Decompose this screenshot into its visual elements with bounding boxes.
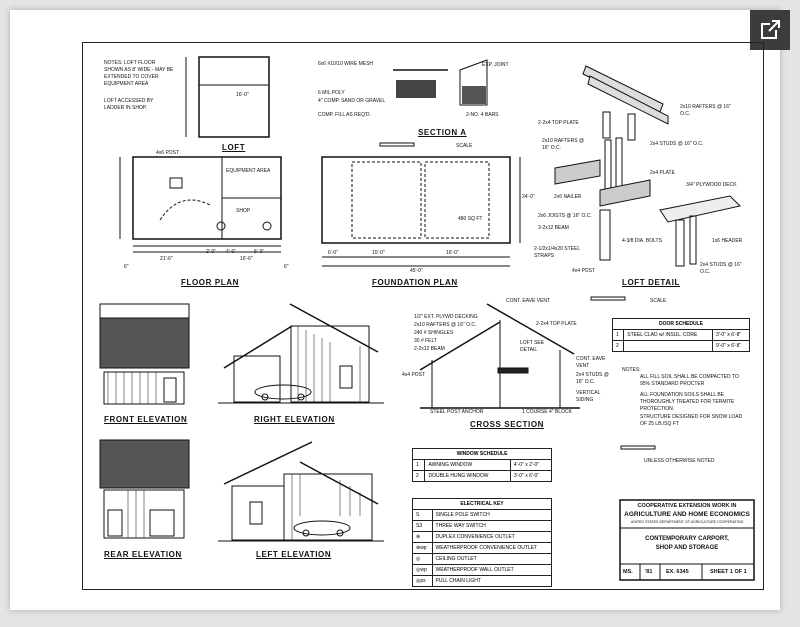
detail-label-post: 4x4 POST xyxy=(572,268,596,274)
floor-dim-6: 6" xyxy=(124,264,129,270)
electrical-label: WEATHERPROOF CONVENIENCE OUTLET xyxy=(432,543,551,554)
floor-dim-1: 21'-6" xyxy=(160,256,173,262)
window-schedule xyxy=(412,448,552,482)
table-row xyxy=(413,510,552,521)
foundation-dim-2: 16'-0" xyxy=(446,250,459,256)
table-row xyxy=(413,554,552,565)
shop-label: SHOP xyxy=(236,208,251,214)
cs-label-block: 1 COURSE 4" BLOCK xyxy=(522,409,572,415)
foundation-overall-dim: 45'-0" xyxy=(410,268,423,274)
section-label-bars: 2-NO. 4 BARS xyxy=(466,112,499,118)
cs-label-rafters: 2x10 RAFTERS @ 16" O.C. xyxy=(414,322,477,328)
post-label: 4x6 POST xyxy=(156,150,180,156)
electrical-symbol: ◎ xyxy=(413,554,433,565)
loft-title: LOFT xyxy=(222,143,246,152)
cross-section-title: CROSS SECTION xyxy=(470,420,545,429)
title-block-line3: UNITED STATES DEPARTMENT OF AGRICULTURE COOPERATING xyxy=(630,520,744,524)
cs-label-decking: 1/2" EXT. PLYWD DECKING xyxy=(414,314,478,320)
electrical-label: PULL CHAIN LIGHT xyxy=(432,576,551,587)
table-row xyxy=(613,330,750,341)
table-row xyxy=(413,521,552,532)
detail-label-studs-2: 2x4 STUDS @ 16" O.C. xyxy=(700,262,742,275)
section-label-sand: 4" COMP. SAND OR GRAVEL xyxy=(318,98,386,104)
detail-label-bolts: 4-3/8 DIA. BOLTS xyxy=(622,238,662,244)
general-note-1: ALL FILL SOIL SHALL BE COMPACTED TO 95% STANDARD PROCTER xyxy=(640,374,739,387)
scale-label-2: SCALE xyxy=(650,298,667,304)
cs-label-studs: 2x4 STUDS @ 16" O.C. xyxy=(576,372,609,385)
cs-label-eave-vent: CONT. EAVE VENT xyxy=(506,298,551,304)
detail-label-studs: 2x4 STUDS @ 16" O.C. xyxy=(650,141,704,147)
window-cell: AWNING WINDOW xyxy=(425,460,510,471)
electrical-symbol: S3 xyxy=(413,521,433,532)
electrical-key xyxy=(412,498,552,587)
door-cell: STEEL CLAD w/ INSUL. CORE xyxy=(624,330,713,341)
floor-dim-5: 5'-3" xyxy=(254,249,264,255)
detail-label-nailer: 2x6 NAILER xyxy=(554,194,582,200)
door-cell: 2 xyxy=(613,341,624,352)
floor-dim-4: 4'-6" xyxy=(226,249,236,255)
table-row xyxy=(413,532,552,543)
window-schedule-title: WINDOW SCHEDULE xyxy=(413,449,552,460)
general-note-2: ALL FOUNDATION SOILS SHALL BE THOROUGHLY TREATED FOR TERMITE PROTECTION. xyxy=(640,392,735,412)
electrical-key-title: ELECTRICAL KEY xyxy=(413,499,552,510)
right-elevation-title: RIGHT ELEVATION xyxy=(254,415,335,424)
door-schedule xyxy=(612,318,750,352)
detail-label-rafters: 2x10 RAFTERS @ 16" O.C. xyxy=(680,104,731,117)
floor-plan-title: FLOOR PLAN xyxy=(181,278,239,287)
loft-dimension: 16'-0" xyxy=(236,92,249,98)
section-a-title: SECTION A xyxy=(418,128,467,137)
title-block-sheet: SHEET 1 OF 1 xyxy=(710,569,747,575)
door-cell: 3'-0" x 6'-8" xyxy=(712,330,749,341)
electrical-label: THREE WAY SWITCH xyxy=(432,521,551,532)
title-block-line2: AGRICULTURE AND HOME ECONOMICS xyxy=(624,511,750,518)
door-cell: 1 xyxy=(613,330,624,341)
electrical-symbol: ⊕ xyxy=(413,532,433,543)
project-title-1: CONTEMPORARY CARPORT, xyxy=(645,536,729,542)
detail-label-header: 1x6 HEADER xyxy=(712,238,743,244)
floor-dim-2: 16'-6" xyxy=(240,256,253,262)
cs-label-beam: 2-2x12 BEAM xyxy=(414,346,445,352)
cs-label-siding: VERTICAL SIDING xyxy=(576,390,601,403)
window-cell: 3'-0" x 6'-0" xyxy=(510,471,551,482)
detail-label-plate: 2x4 PLATE xyxy=(650,170,675,176)
cs-label-top-plate: 2-2x4 TOP PLATE xyxy=(536,321,577,327)
table-row xyxy=(413,576,552,587)
door-cell xyxy=(624,341,713,352)
table-row xyxy=(413,565,552,576)
electrical-symbol: ◎ps xyxy=(413,576,433,587)
detail-label-rafters-2: 2x10 RAFTERS @ 16" O.C. xyxy=(542,138,585,151)
unless-noted: UNLESS OTHERWISE NOTED xyxy=(644,458,715,464)
electrical-symbol: ⊕wp xyxy=(413,543,433,554)
title-block-state: MS. xyxy=(623,569,633,575)
rear-elevation-title: REAR ELEVATION xyxy=(104,550,182,559)
table-row xyxy=(413,471,552,482)
section-label-poly: 6 MIL POLY xyxy=(318,90,345,96)
detail-label-joists: 2x6 JOISTS @ 16" O.C. xyxy=(538,213,592,219)
section-label-fill: COMP. FILL AS REQ'D. xyxy=(318,112,371,118)
cs-label-loft: LOFT SEE DETAIL xyxy=(520,340,545,353)
foundation-dim-3: 6'-0" xyxy=(328,250,338,256)
electrical-label: WEATHERPROOF WALL OUTLET xyxy=(432,565,551,576)
title-block-line1: COOPERATIVE EXTENSION WORK IN xyxy=(637,503,737,509)
general-notes-heading: NOTES: xyxy=(622,367,641,373)
cs-label-eave-vent-2: CONT. EAVE VENT xyxy=(576,356,606,369)
cs-label-shingles: 240 # SHINGLES xyxy=(414,330,454,336)
detail-label-beam: 3-2x12 BEAM xyxy=(538,225,569,231)
electrical-symbol: ◎wp xyxy=(413,565,433,576)
foundation-dim-1: 15'-0" xyxy=(372,250,385,256)
title-block-year: '81 xyxy=(645,569,653,575)
project-title-2: SHOP AND STORAGE xyxy=(655,545,719,551)
general-note-3: STRUCTURE DESIGNED FOR SNOW LOAD OF 25 LB./SQ FT xyxy=(640,414,743,427)
loft-access-note: LOFT ACCESSED BY LADDER IN SHOP. xyxy=(104,98,154,111)
foundation-plan-title: FOUNDATION PLAN xyxy=(372,278,458,287)
window-cell: 2 xyxy=(413,471,425,482)
table-row xyxy=(413,460,552,471)
floor-dim-3: 2'-0" xyxy=(206,249,216,255)
cs-label-anchor: STEEL POST ANCHOR xyxy=(430,409,484,415)
electrical-label: CEILING OUTLET xyxy=(432,554,551,565)
table-row xyxy=(613,341,750,352)
door-cell: 9'-0" x 6'-8" xyxy=(712,341,749,352)
door-schedule-title: DOOR SCHEDULE xyxy=(613,319,750,330)
electrical-label: DUPLEX CONVENIENCE OUTLET xyxy=(432,532,551,543)
left-elevation-title: LEFT ELEVATION xyxy=(256,550,332,559)
window-cell: DOUBLE HUNG WINDOW xyxy=(425,471,510,482)
section-label-mesh: 6x6 #10/10 WIRE MESH xyxy=(318,61,374,67)
scale-label-1: SCALE xyxy=(456,143,473,149)
section-label-joint: EXP. JOINT xyxy=(482,62,509,68)
window-cell: 1 xyxy=(413,460,425,471)
electrical-symbol: S xyxy=(413,510,433,521)
loft-note: NOTES: LOFT FLOOR SHOWN AS 8' WIDE - MAY BE EXTENDED TO COVER EQUIPMENT AREA xyxy=(104,60,174,87)
cs-label-felt: 30 # FELT xyxy=(414,338,437,344)
foundation-dim-4: 24'-0" xyxy=(522,194,535,200)
equipment-area-label: EQUIPMENT AREA xyxy=(226,168,271,174)
table-row xyxy=(413,543,552,554)
foundation-area: 480 SQ FT xyxy=(458,216,483,222)
window-cell: 4'-0" x 2'-0" xyxy=(510,460,551,471)
electrical-label: SINGLE POLE SWITCH xyxy=(432,510,551,521)
floor-dim-7: 6" xyxy=(284,264,289,270)
detail-label-top-plate: 2-2x4 TOP PLATE xyxy=(538,120,579,126)
detail-label-straps: 2-1/2x1/4x20 STEEL STRAPS xyxy=(534,246,580,259)
title-block-plan-number: EX. 6345 xyxy=(666,569,689,575)
detail-label-plywood: 3/4" PLYWOOD DECK xyxy=(686,182,737,188)
loft-detail-title: LOFT DETAIL xyxy=(622,278,680,287)
front-elevation-title: FRONT ELEVATION xyxy=(104,415,188,424)
cs-label-post: 4x4 POST xyxy=(402,372,426,378)
